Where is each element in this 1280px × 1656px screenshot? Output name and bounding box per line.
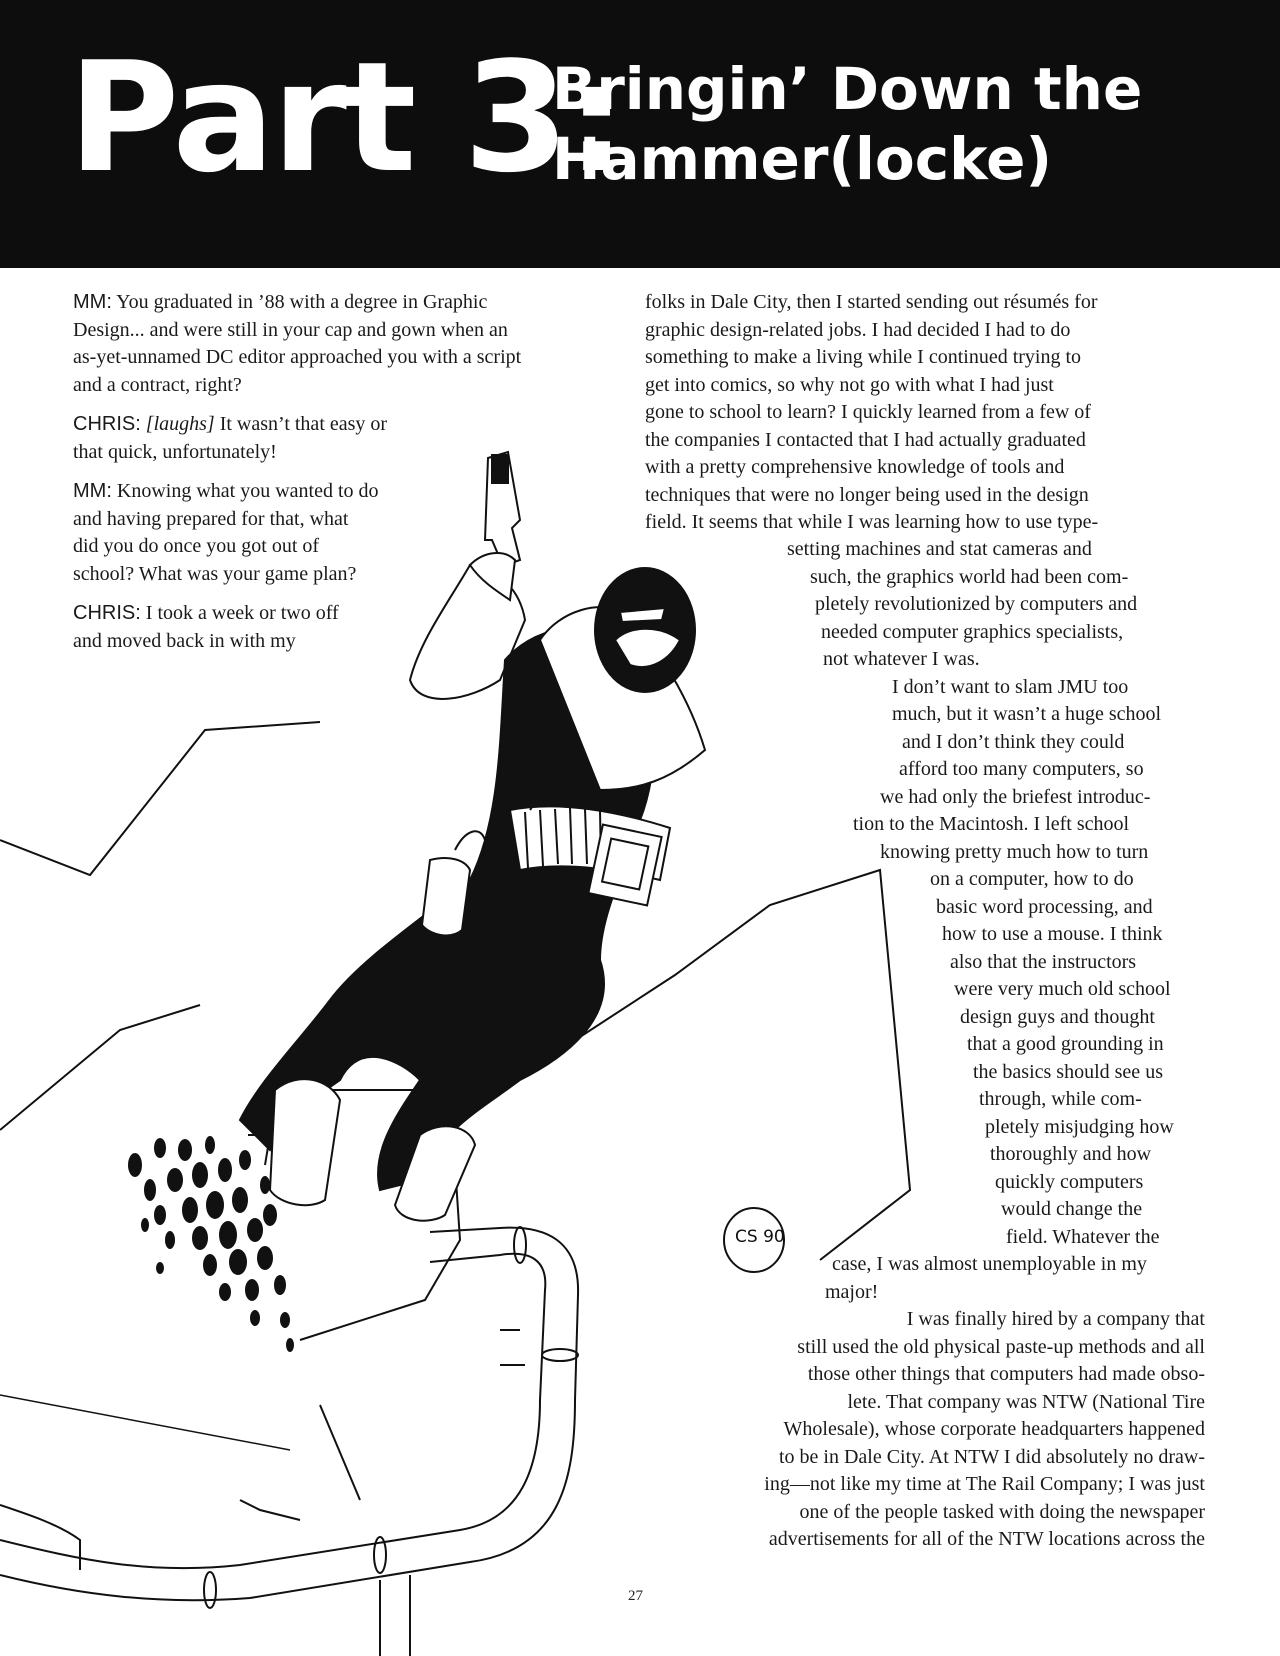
speaker-label: CHRIS: xyxy=(73,602,141,624)
text-line: did you do once you got out of xyxy=(73,535,320,557)
text-line: needed computer graphics specialists, xyxy=(821,620,1124,643)
text-line: ing—not like my time at The Rail Company; I was just xyxy=(764,1473,1205,1495)
text-line: pletely misjudging how xyxy=(985,1115,1174,1138)
page-number: 27 xyxy=(628,1588,643,1604)
text-line: get into comics, so why not go with what I had just xyxy=(645,373,1054,396)
text-line: Knowing what you wanted to do xyxy=(116,480,379,502)
text-line: such, the graphics world had been com- xyxy=(810,565,1129,588)
text-line: quickly computers xyxy=(995,1170,1144,1193)
text-line: and having prepared for that, what xyxy=(73,507,349,530)
text-line: those other things that computers had made obso- xyxy=(807,1363,1205,1385)
right-column-wrap xyxy=(0,536,1280,1306)
artist-signature-text: CS 90 xyxy=(735,1227,785,1247)
text-line: knowing pretty much how to turn xyxy=(880,840,1149,863)
text-line: You graduated in ’88 with a degree in Graphic xyxy=(116,291,488,313)
text-line: to be in Dale City. At NTW I did absolutely no draw- xyxy=(778,1445,1205,1468)
text-line: and I don’t think they could xyxy=(902,730,1125,753)
speaker-label: MM: xyxy=(73,480,112,502)
text-line: Wholesale), whose corporate headquarters happened xyxy=(783,1418,1205,1440)
text-line: techniques that were no longer being used in the design xyxy=(645,483,1089,506)
text-line: much, but it wasn’t a huge school xyxy=(892,703,1162,725)
answer-1 xyxy=(73,411,521,466)
chapter-title xyxy=(552,54,1142,194)
text-line: folks in Dale City, then I started sending out résumés for xyxy=(645,291,1098,313)
text-line: It wasn’t that easy or xyxy=(219,413,388,435)
text-line: I was finally hired by a company that xyxy=(906,1308,1205,1330)
text-line: as-yet-unnamed DC editor approached you with a script xyxy=(73,346,522,368)
part-label: Part 3: xyxy=(68,29,624,206)
text-line: gone to school to learn? I quickly learned from a few of xyxy=(645,401,1091,423)
right-column-bottom xyxy=(645,1306,1205,1554)
question-1 xyxy=(73,289,521,399)
text-line: how to use a mouse. I think xyxy=(942,923,1163,945)
text-line: not whatever I was. xyxy=(823,648,980,670)
text-line: through, while com- xyxy=(979,1088,1142,1110)
text-line: and a contract, right? xyxy=(73,373,242,396)
text-line: the basics should see us xyxy=(973,1060,1163,1083)
text-line: were very much old school xyxy=(954,978,1171,1000)
text-line: that a good grounding in xyxy=(967,1033,1164,1055)
text-line: graphic design-related jobs. I had decided I had to do xyxy=(645,318,1071,341)
text-line: pletely revolutionized by computers and xyxy=(815,593,1138,615)
text-line: would change the xyxy=(1001,1198,1143,1220)
right-column-top xyxy=(645,289,1205,537)
text-line: major! xyxy=(825,1280,879,1303)
text-line: field. It seems that while I was learning how to use type- xyxy=(645,511,1099,533)
text-line: and moved back in with my xyxy=(73,629,296,652)
text-line: on a computer, how to do xyxy=(930,868,1134,890)
text-line: basic word processing, and xyxy=(936,895,1153,918)
chapter-title-line: Hammer(locke) xyxy=(552,125,1052,193)
text-line: advertisements for all of the NTW locations across the xyxy=(768,1528,1205,1550)
text-line: Design... and were still in your cap and gown when an xyxy=(73,318,508,341)
text-line: with a pretty comprehensive knowledge of tools and xyxy=(645,456,1065,478)
text-line: design guys and thought xyxy=(960,1005,1155,1028)
text-line: also that the instructors xyxy=(950,950,1137,973)
stage-direction: [laughs] xyxy=(145,413,215,435)
title-banner xyxy=(0,0,1280,268)
text-line: field. Whatever the xyxy=(1006,1225,1160,1248)
text-line: afford too many computers, so xyxy=(899,758,1144,780)
text-line: we had only the briefest introduc- xyxy=(880,785,1151,808)
text-line: case, I was almost unemployable in my xyxy=(832,1253,1147,1275)
text-line: still used the old physical paste-up methods and all xyxy=(797,1335,1205,1358)
text-line: lete. That company was NTW (National Tire xyxy=(847,1390,1205,1413)
text-line: school? What was your game plan? xyxy=(73,562,357,585)
text-line: setting machines and stat cameras and xyxy=(787,538,1092,560)
text-line: tion to the Macintosh. I left school xyxy=(853,813,1130,835)
text-line: the companies I contacted that I had actually graduated xyxy=(645,428,1086,451)
text-line: thoroughly and how xyxy=(990,1143,1152,1165)
speaker-label: MM: xyxy=(73,291,112,313)
text-line: I took a week or two off xyxy=(145,602,339,624)
text-line: I don’t want to slam JMU too xyxy=(892,675,1129,698)
chapter-title-line: Bringin’ Down the xyxy=(552,55,1143,123)
text-line: that quick, unfortunately! xyxy=(73,440,277,463)
text-line: something to make a living while I continued trying to xyxy=(645,346,1082,368)
speaker-label: CHRIS: xyxy=(73,413,141,435)
text-line: one of the people tasked with doing the newspaper xyxy=(799,1500,1205,1523)
